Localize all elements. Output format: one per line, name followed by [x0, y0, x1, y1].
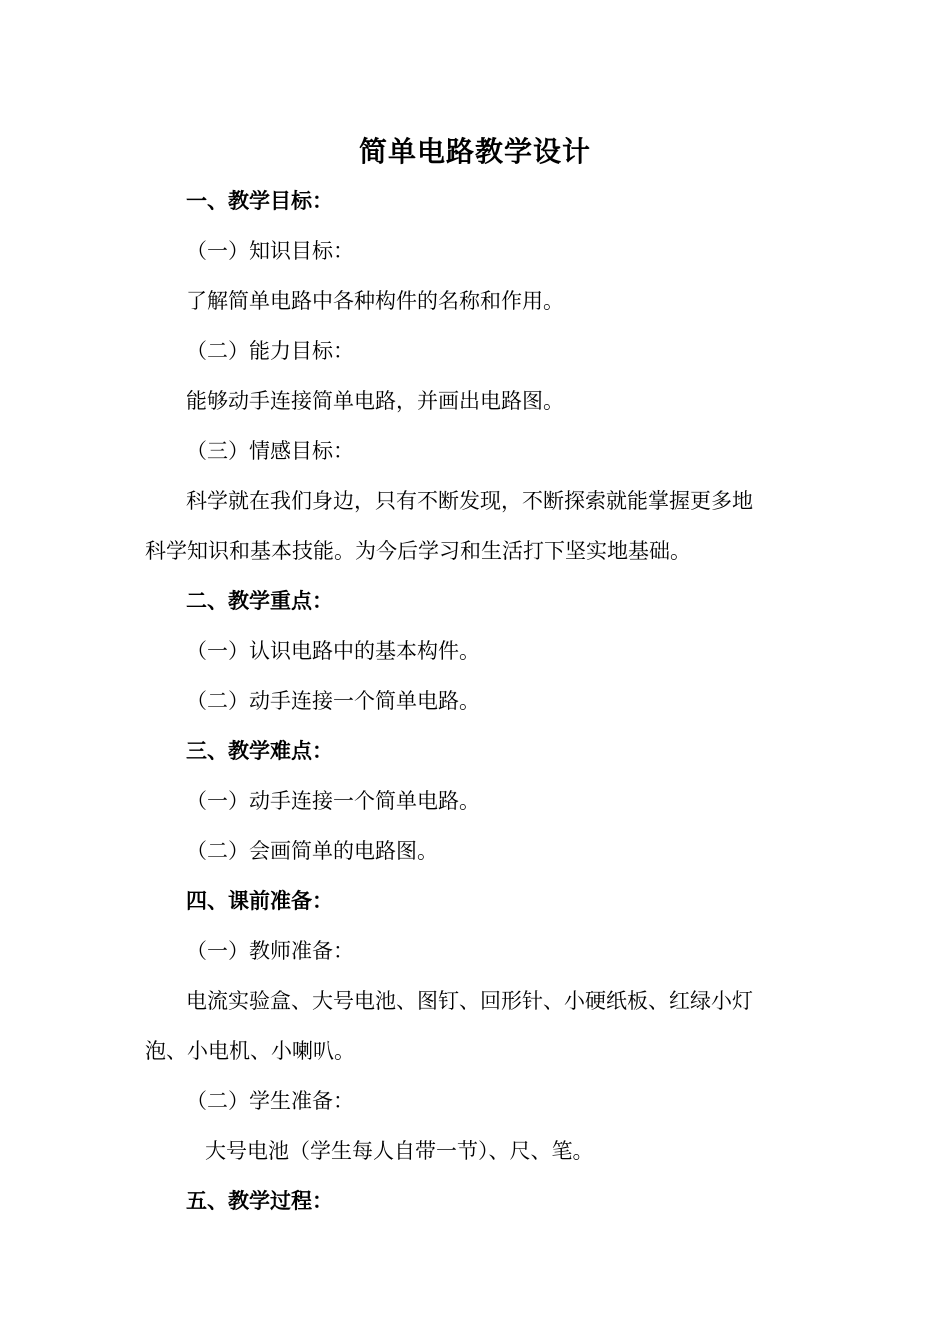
paragraph-line: 科学知识和基本技能。为今后学习和生活打下坚实地基础。	[145, 539, 691, 563]
subheading-student-preparation: （二）学生准备：	[186, 1089, 354, 1113]
section-heading-key-points: 二、教学重点：	[186, 588, 333, 613]
list-item: （二）动手连接一个简单电路。	[186, 689, 480, 713]
section-heading-difficulties: 三、教学难点：	[186, 738, 333, 763]
document-title: 简单电路教学设计	[358, 135, 591, 168]
section-heading-preparation: 四、课前准备：	[186, 888, 333, 913]
list-item: （一）动手连接一个简单电路。	[186, 789, 480, 813]
section-heading-process: 五、教学过程：	[186, 1188, 333, 1213]
paragraph-line: 电流实验盒、大号电池、图钉、回形针、小硬纸板、红绿小灯	[186, 989, 753, 1013]
list-item: （一）认识电路中的基本构件。	[186, 639, 480, 663]
paragraph-line: 科学就在我们身边，只有不断发现，不断探索就能掌握更多地	[186, 489, 753, 513]
paragraph-line: 了解简单电路中各种构件的名称和作用。	[186, 289, 564, 313]
subheading-ability-objective: （二）能力目标：	[186, 339, 354, 363]
paragraph-line: 泡、小电机、小喇叭。	[145, 1039, 355, 1063]
subheading-knowledge-objective: （一）知识目标：	[186, 239, 354, 263]
paragraph-line: 能够动手连接简单电路，并画出电路图。	[186, 389, 564, 413]
list-item: （二）会画简单的电路图。	[186, 839, 438, 863]
subheading-teacher-preparation: （一）教师准备：	[186, 939, 354, 963]
subheading-emotion-objective: （三）情感目标：	[186, 439, 354, 463]
section-heading-objectives: 一、教学目标：	[186, 188, 333, 213]
paragraph-line: 大号电池（学生每人自带一节）、尺、笔。	[205, 1139, 594, 1163]
